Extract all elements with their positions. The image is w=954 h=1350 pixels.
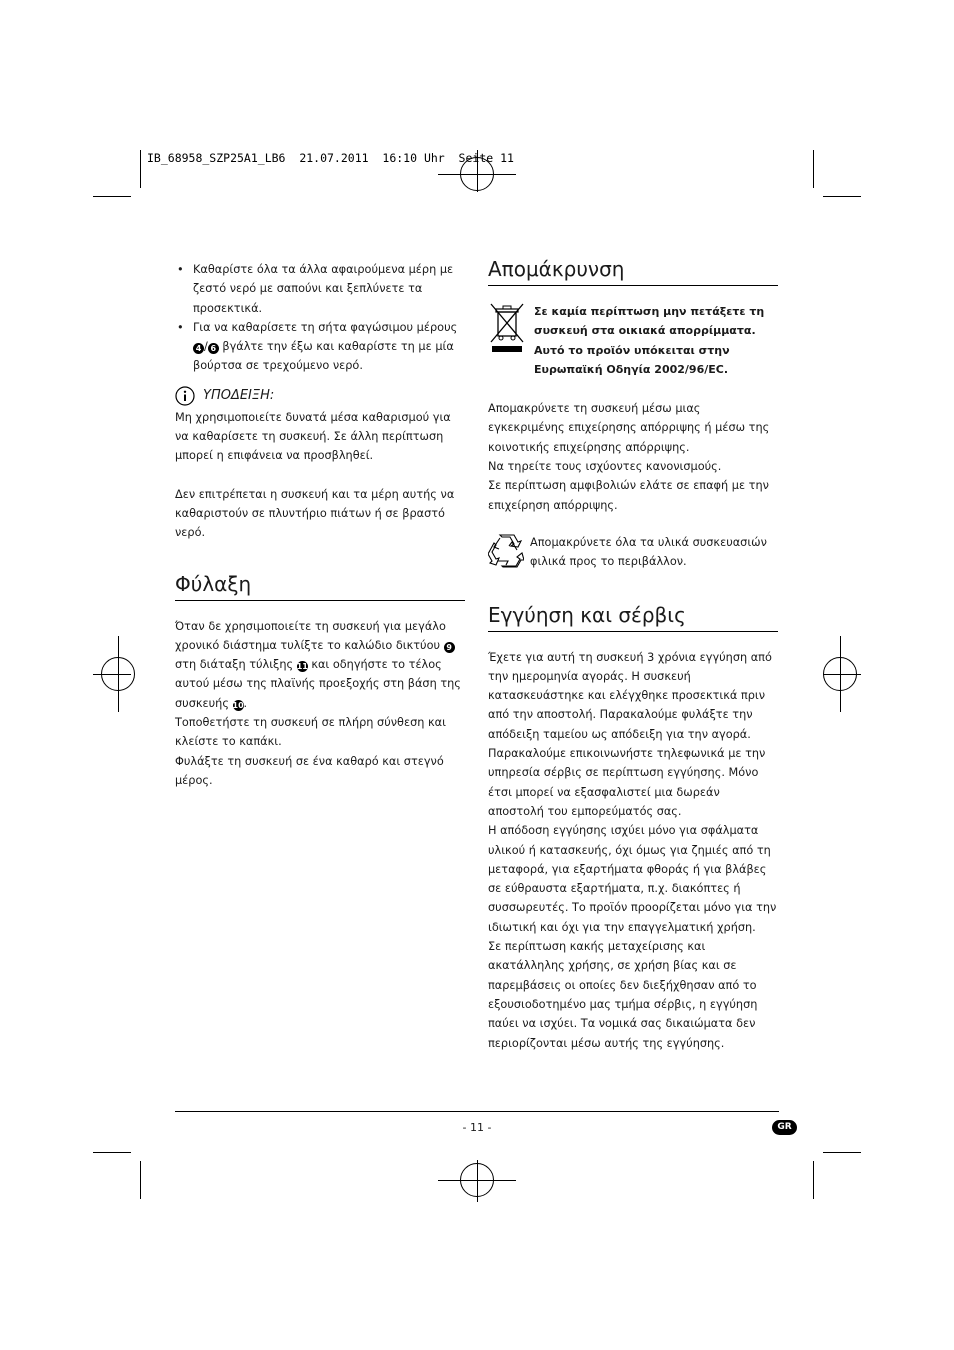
section-title-disposal: Απομάκρυνση <box>488 256 778 286</box>
section-title-storage: Φύλαξη <box>175 571 465 601</box>
warranty-paragraph: Η απόδοση εγγύησης ισχύει μόνο για σφάλματα υλικού ή κατασκευής, όχι όμως για ζημιές από τη μεταφορά, για εξαρτήματα φθοράς ή για βλάβες σε εύθραυστα εξαρτήματα, π.χ. διακόπτες ή συσσωρευτές. Το προϊόν προορίζεται μόνο για την ιδιωτική και όχι για την επαγγελματική χρήση. <box>488 824 777 934</box>
crop-mark <box>823 1152 861 1153</box>
registration-mark-line <box>93 674 131 675</box>
recycle-text: Απομακρύνετε όλα τα υλικά συσκευασιών φιλικά προς το περιβάλλον. <box>530 535 767 569</box>
crop-mark <box>93 196 131 197</box>
warranty-paragraph: Έχετε για αυτή τη συσκευή 3 χρόνια εγγύηση από την ημερομηνία αγοράς. Η συσκευή κατασκευάστηκε και ελέγχθηκε προσεκτικά πριν από την αποστολή. Παρακαλούμε φυλάξτε την απόδειξη ταμείου ως απόδειξη για την αγορά. Παρακαλούμε επικοινωνήστε τηλεφωνικά με την υπηρεσία σέρβις σε περίπτωση εγγύησης. Μόνο έτσι μπορεί να εξασφαλιστεί μια δωρεάν αποστολή του εμπορεύματός σας. <box>488 650 772 818</box>
storage-paragraph: Τοποθετήστε τη συσκευή σε πλήρη σύνθεση και κλείστε το καπάκι. <box>175 716 446 749</box>
list-item: • Για να καθαρίσετε τη σήτα φαγώσιμου μέρους 4 / 6 βγάλτε την έξω και καθαρίστε τη με μία βούρτσα σε τρεχούμενο νερό. <box>175 318 465 376</box>
note-title: ΥΠΟΔΕΙΞΗ: <box>203 388 275 404</box>
crop-mark <box>823 196 861 197</box>
part-number-6: 6 <box>208 343 219 354</box>
right-column <box>488 256 778 1053</box>
print-header: IB_68958_SZP25A1_LB6 21.07.2011 16:10 Uhr Seite 11 <box>147 151 514 165</box>
warranty-paragraph: Σε περίπτωση κακής μεταχείρισης και ακατάλληλης χρήσης, σε χρήση βίας και σε παρεμβάσεις οι οποίες δεν διεξήχθησαν από το εξουσιοδοτημένο μας τμήμα σέρβις, η εγγύηση παύει να ισχύει. Τα νομικά σας δικαιώματα δεν περιορίζονται μέσω αυτής της εγγύησης. <box>488 940 758 1050</box>
part-number-4: 4 <box>193 343 204 354</box>
crop-mark <box>140 1161 141 1199</box>
recycling-icon <box>488 533 524 569</box>
note-paragraph: Μη χρησιμοποιείτε δυνατά μέσα καθαρισμού για να καθαρίσετε τη συσκευή. Σε άλλη περίπτωση μπορεί η επιφάνεια να προσβληθεί. <box>175 410 451 463</box>
crop-mark <box>813 1161 814 1199</box>
storage-paragraph: Φυλάξτε τη συσκευή σε ένα καθαρό και στεγνό μέρος. <box>175 754 444 787</box>
disposal-paragraph: Απομακρύνετε τη συσκευή μέσω μιας εγκεκριμένης επιχείρησης απόρριψης ή μέσω της κοινοτικής επιχείρησης απόρριψης. <box>488 402 770 454</box>
weee-notice <box>488 302 778 379</box>
left-column <box>175 260 465 790</box>
section-title-warranty: Εγγύηση και σέρβις <box>488 602 778 632</box>
recycling-notice <box>488 533 778 572</box>
note-paragraph: Δεν επιτρέπεται η συσκευή και τα μέρη αυτής να καθαριστούν σε πλυντήριο πιάτων ή σε βραστό νερό. <box>175 487 455 540</box>
weee-text: Σε καμία περίπτωση μην πετάξετε τη συσκευή στα οικιακά απορρίμματα. Αυτό το προϊόν υπόκειται στην Ευρωπαϊκή Οδηγία 2002/96/EC. <box>534 305 765 376</box>
page-number: - 11 - <box>462 1121 492 1134</box>
crop-mark <box>813 150 814 188</box>
disposal-paragraph: Να τηρείτε τους ισχύοντες κανονισμούς. <box>488 460 722 474</box>
info-icon <box>175 386 195 406</box>
crop-mark <box>93 1152 131 1153</box>
part-number-10: 10 <box>232 700 244 710</box>
registration-mark-line <box>840 636 841 712</box>
registration-mark-line <box>118 636 119 712</box>
registration-mark-line <box>823 674 861 675</box>
list-item: • Καθαρίστε όλα τα άλλα αφαιρούμενα μέρη με ζεστό νερό με σαπούνι και ξεπλύνετε τα προσεκτικά. <box>175 260 465 318</box>
part-number-9: 9 <box>444 642 455 653</box>
disposal-paragraph: Σε περίπτωση αμφιβολιών ελάτε σε επαφή με την επιχείρηση απόρριψης. <box>488 479 769 512</box>
cleaning-list <box>175 260 465 376</box>
footer-rule <box>175 1111 779 1112</box>
registration-mark-line <box>477 1160 478 1202</box>
note-header <box>175 386 465 406</box>
country-badge: GR <box>772 1120 797 1135</box>
storage-paragraph: Όταν δε χρησιμοποιείτε τη συσκευή για μεγάλο χρονικό διάστημα τυλίξτε το καλώδιο δικτύου 9 στη διάταξη τύλιξης 11 και οδηγήστε το τέλος αυτού μέσω της πλαϊνής προεξοχής στη βάση της συσκευής 10. <box>175 619 461 710</box>
crossed-bin-icon <box>488 302 526 354</box>
part-number-11: 11 <box>296 662 308 672</box>
crop-mark <box>140 150 141 188</box>
